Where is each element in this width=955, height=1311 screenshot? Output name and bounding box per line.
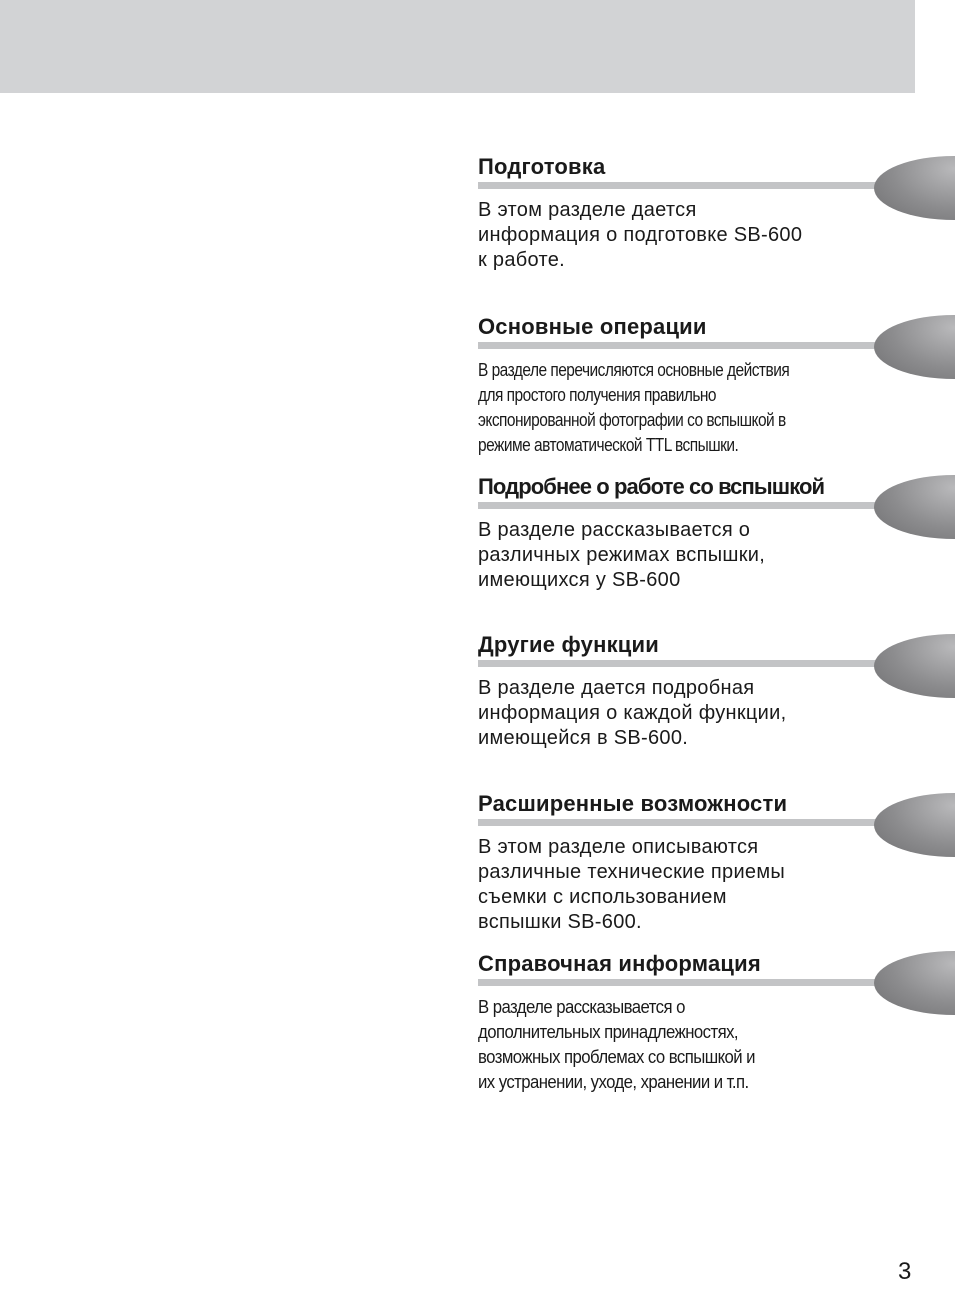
section-rule: [478, 182, 898, 189]
section-rule: [478, 660, 898, 667]
section-basic-operations: [478, 314, 955, 455]
section-reference: [478, 951, 955, 1092]
page-number: 3: [898, 1258, 912, 1285]
section-flash-details: [478, 474, 955, 591]
section-rule: [478, 502, 898, 509]
section-preparation: [478, 154, 955, 271]
header-band: [0, 0, 915, 93]
section-title: Справочная информация: [478, 951, 761, 976]
section-title: Подробнее о работе со вспышкой: [478, 474, 825, 499]
section-rule: [478, 979, 898, 986]
section-title: Подготовка: [478, 154, 606, 179]
section-description: В разделе дается подробная информация о каждой функции, имеющейся в SB-600.: [478, 677, 787, 749]
section-title: Другие функции: [478, 632, 659, 657]
section-other-functions: [478, 632, 955, 749]
section-rule: [478, 819, 898, 826]
section-description: В этом разделе описываются различные технические приемы съемки с использованием вспышки SB-600.: [478, 836, 786, 933]
section-description: В разделе перечисляются основные действия для простого получения правильно экспонированной фотографии со вспышкой в режиме автоматической TTL вспышки.: [478, 360, 790, 455]
section-advanced: [478, 791, 955, 933]
section-description: В этом разделе дается информация о подготовке SB-600 к работе.: [478, 199, 803, 271]
section-title: Основные операции: [478, 314, 707, 339]
section-title: Расширенные возможности: [478, 791, 788, 816]
section-description: В разделе рассказывается о различных режимах вспышки, имеющихся у SB-600: [478, 519, 766, 591]
section-rule: [478, 342, 898, 349]
section-description: В разделе рассказывается о дополнительных принадлежностях, возможных проблемах со вспышкой и их устранении, уходе, хранении и т.п.: [478, 997, 755, 1092]
